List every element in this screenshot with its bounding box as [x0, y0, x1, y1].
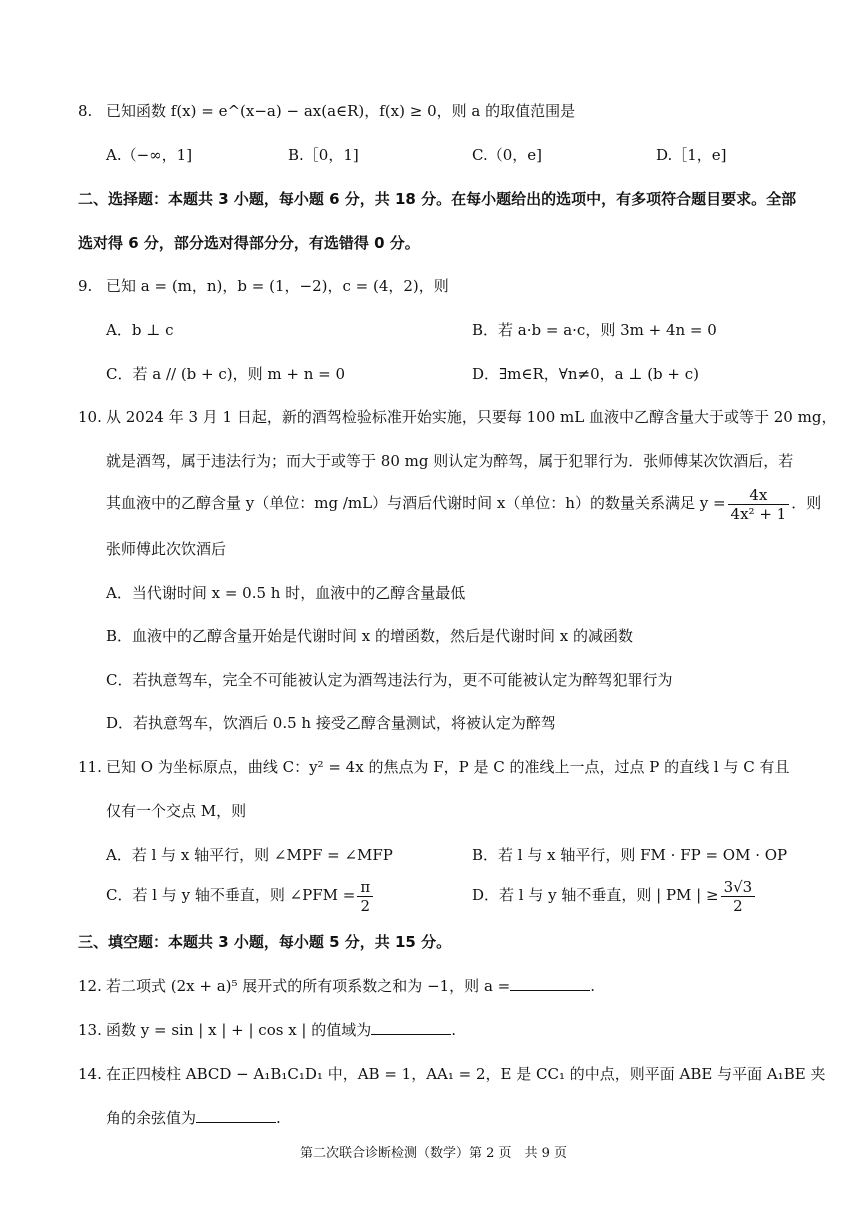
question-line [106, 1108, 281, 1128]
option-d: D．若执意驾车，饮酒后 0.5 h 接受乙醇含量测试，将被认定为醉驾 [106, 714, 556, 732]
question-number: 14. [78, 1065, 102, 1083]
question-14 [78, 1064, 825, 1084]
option-c [106, 876, 375, 915]
question-line: 张师傅此次饮酒后 [106, 540, 227, 558]
fraction-denominator: 4x² + 1 [730, 504, 787, 523]
fraction [721, 878, 756, 915]
option-b: B．血液中的乙醇含量开始是代谢时间 x 的增函数，然后是代谢时间 x 的减函数 [106, 627, 634, 645]
question-text: 其血液中的乙醇含量 y（单位：mg /mL）与酒后代谢时间 x（单位：h）的数量关系满足 y = [106, 494, 726, 512]
question-9 [78, 276, 449, 296]
question-line: 从 2024 年 3 月 1 日起，新的酒驾检验标准开始实施，只要每 100 mL 血液中乙醇含量大于或等于 20 mg， [106, 408, 837, 426]
fraction [728, 486, 790, 523]
question-number: 12. [78, 977, 102, 995]
question-text: . [590, 977, 596, 995]
question-10 [78, 407, 836, 427]
answer-blank[interactable] [510, 976, 590, 991]
question-text: 若二项式 (2x + a)⁵ 展开式的所有项系数之和为 −1，则 a = [106, 977, 511, 995]
question-number: 10. [78, 408, 102, 426]
option-d: D.［1，e] [656, 146, 727, 164]
question-8 [78, 101, 575, 121]
option-text: D．若 l 与 y 轴不垂直，则 | PM | ≥ [472, 886, 719, 904]
question-line: 已知 O 为坐标原点，曲线 C：y² = 4x 的焦点为 F，P 是 C 的准线上一点，过点 P 的直线 l 与 C 有且 [106, 758, 790, 776]
question-text: 角的余弦值为 [106, 1109, 197, 1127]
option-c: C．若执意驾车，完全不可能被认定为酒驾违法行为，更不可能被认定为醉驾犯罪行为 [106, 671, 673, 689]
fraction-denominator: 2 [733, 896, 743, 915]
question-number: 13. [78, 1021, 102, 1039]
question-13 [78, 1020, 456, 1040]
fraction-denominator: 2 [360, 896, 371, 915]
fraction-numerator: π [357, 878, 373, 897]
option-d [472, 876, 757, 915]
question-number: 8. [78, 102, 93, 120]
option-text: C．若 l 与 y 轴不垂直，则 ∠PFM = [106, 886, 356, 904]
page-footer: 第二次联合诊断检测（数学）第 2 页 共 9 页 [299, 1146, 568, 1161]
option-a: A.（−∞，1] [106, 146, 193, 164]
answer-blank[interactable] [371, 1020, 451, 1035]
question-line: 仅有一个交点 M，则 [106, 802, 247, 820]
question-stem: 已知 a = (m，n)，b = (1，−2)，c = (4，2)，则 [106, 277, 449, 295]
answer-blank[interactable] [196, 1108, 276, 1123]
fraction [357, 878, 373, 915]
section-heading: 三、填空题：本题共 3 小题，每小题 5 分，共 15 分。 [78, 933, 452, 951]
question-number: 9. [78, 277, 93, 295]
section-heading: 二、选择题：本题共 3 小题，每小题 6 分，共 18 分。在每小题给出的选项中，有多项符合题目要求。全部 [78, 190, 797, 208]
option-a: A．当代谢时间 x = 0.5 h 时，血液中的乙醇含量最低 [106, 584, 466, 602]
option-a: A．若 l 与 x 轴平行，则 ∠MPF = ∠MFP [106, 846, 393, 864]
question-text: 函数 y = sin | x | + | cos x | 的值域为 [106, 1021, 372, 1039]
question-11 [78, 757, 789, 777]
question-text: . [451, 1021, 457, 1039]
section-heading-cont: 选对得 6 分，部分选对得部分分，有选错得 0 分。 [78, 234, 420, 252]
option-c: C．若 a // (b + c)，则 m + n = 0 [106, 365, 346, 383]
option-b: B．若 l 与 x 轴平行，则 FM · FP = OM · OP [472, 846, 788, 864]
option-b: B.［0，1] [288, 146, 359, 164]
question-stem: 已知函数 f(x) = e^(x−a) − ax(a∈R)，f(x) ≥ 0，则 a 的取值范围是 [106, 102, 576, 120]
question-text: ．则 [791, 494, 822, 512]
question-line: 在正四棱柱 ABCD − A₁B₁C₁D₁ 中，AB = 1，AA₁ = 2，E 是 CC₁ 的中点，则平面 ABE 与平面 A₁BE 夹 [106, 1065, 826, 1083]
question-text: . [276, 1109, 281, 1127]
fraction-numerator: 3√3 [721, 878, 756, 897]
option-b: B．若 a·b = a·c，则 3m + 4n = 0 [472, 321, 717, 339]
option-c: C.（0，e] [472, 146, 542, 164]
question-12 [78, 976, 595, 996]
question-number: 11. [78, 758, 102, 776]
fraction-numerator: 4x [728, 486, 790, 505]
option-d: D．∃m∈R，∀n≠0，a ⊥ (b + c) [472, 365, 700, 383]
question-line: 就是酒驾，属于违法行为；而大于或等于 80 mg 则认定为醉驾，属于犯罪行为．张师傅某次饮酒后，若 [106, 452, 794, 470]
question-line-formula [106, 484, 821, 523]
option-a: A．b ⊥ c [106, 321, 174, 339]
